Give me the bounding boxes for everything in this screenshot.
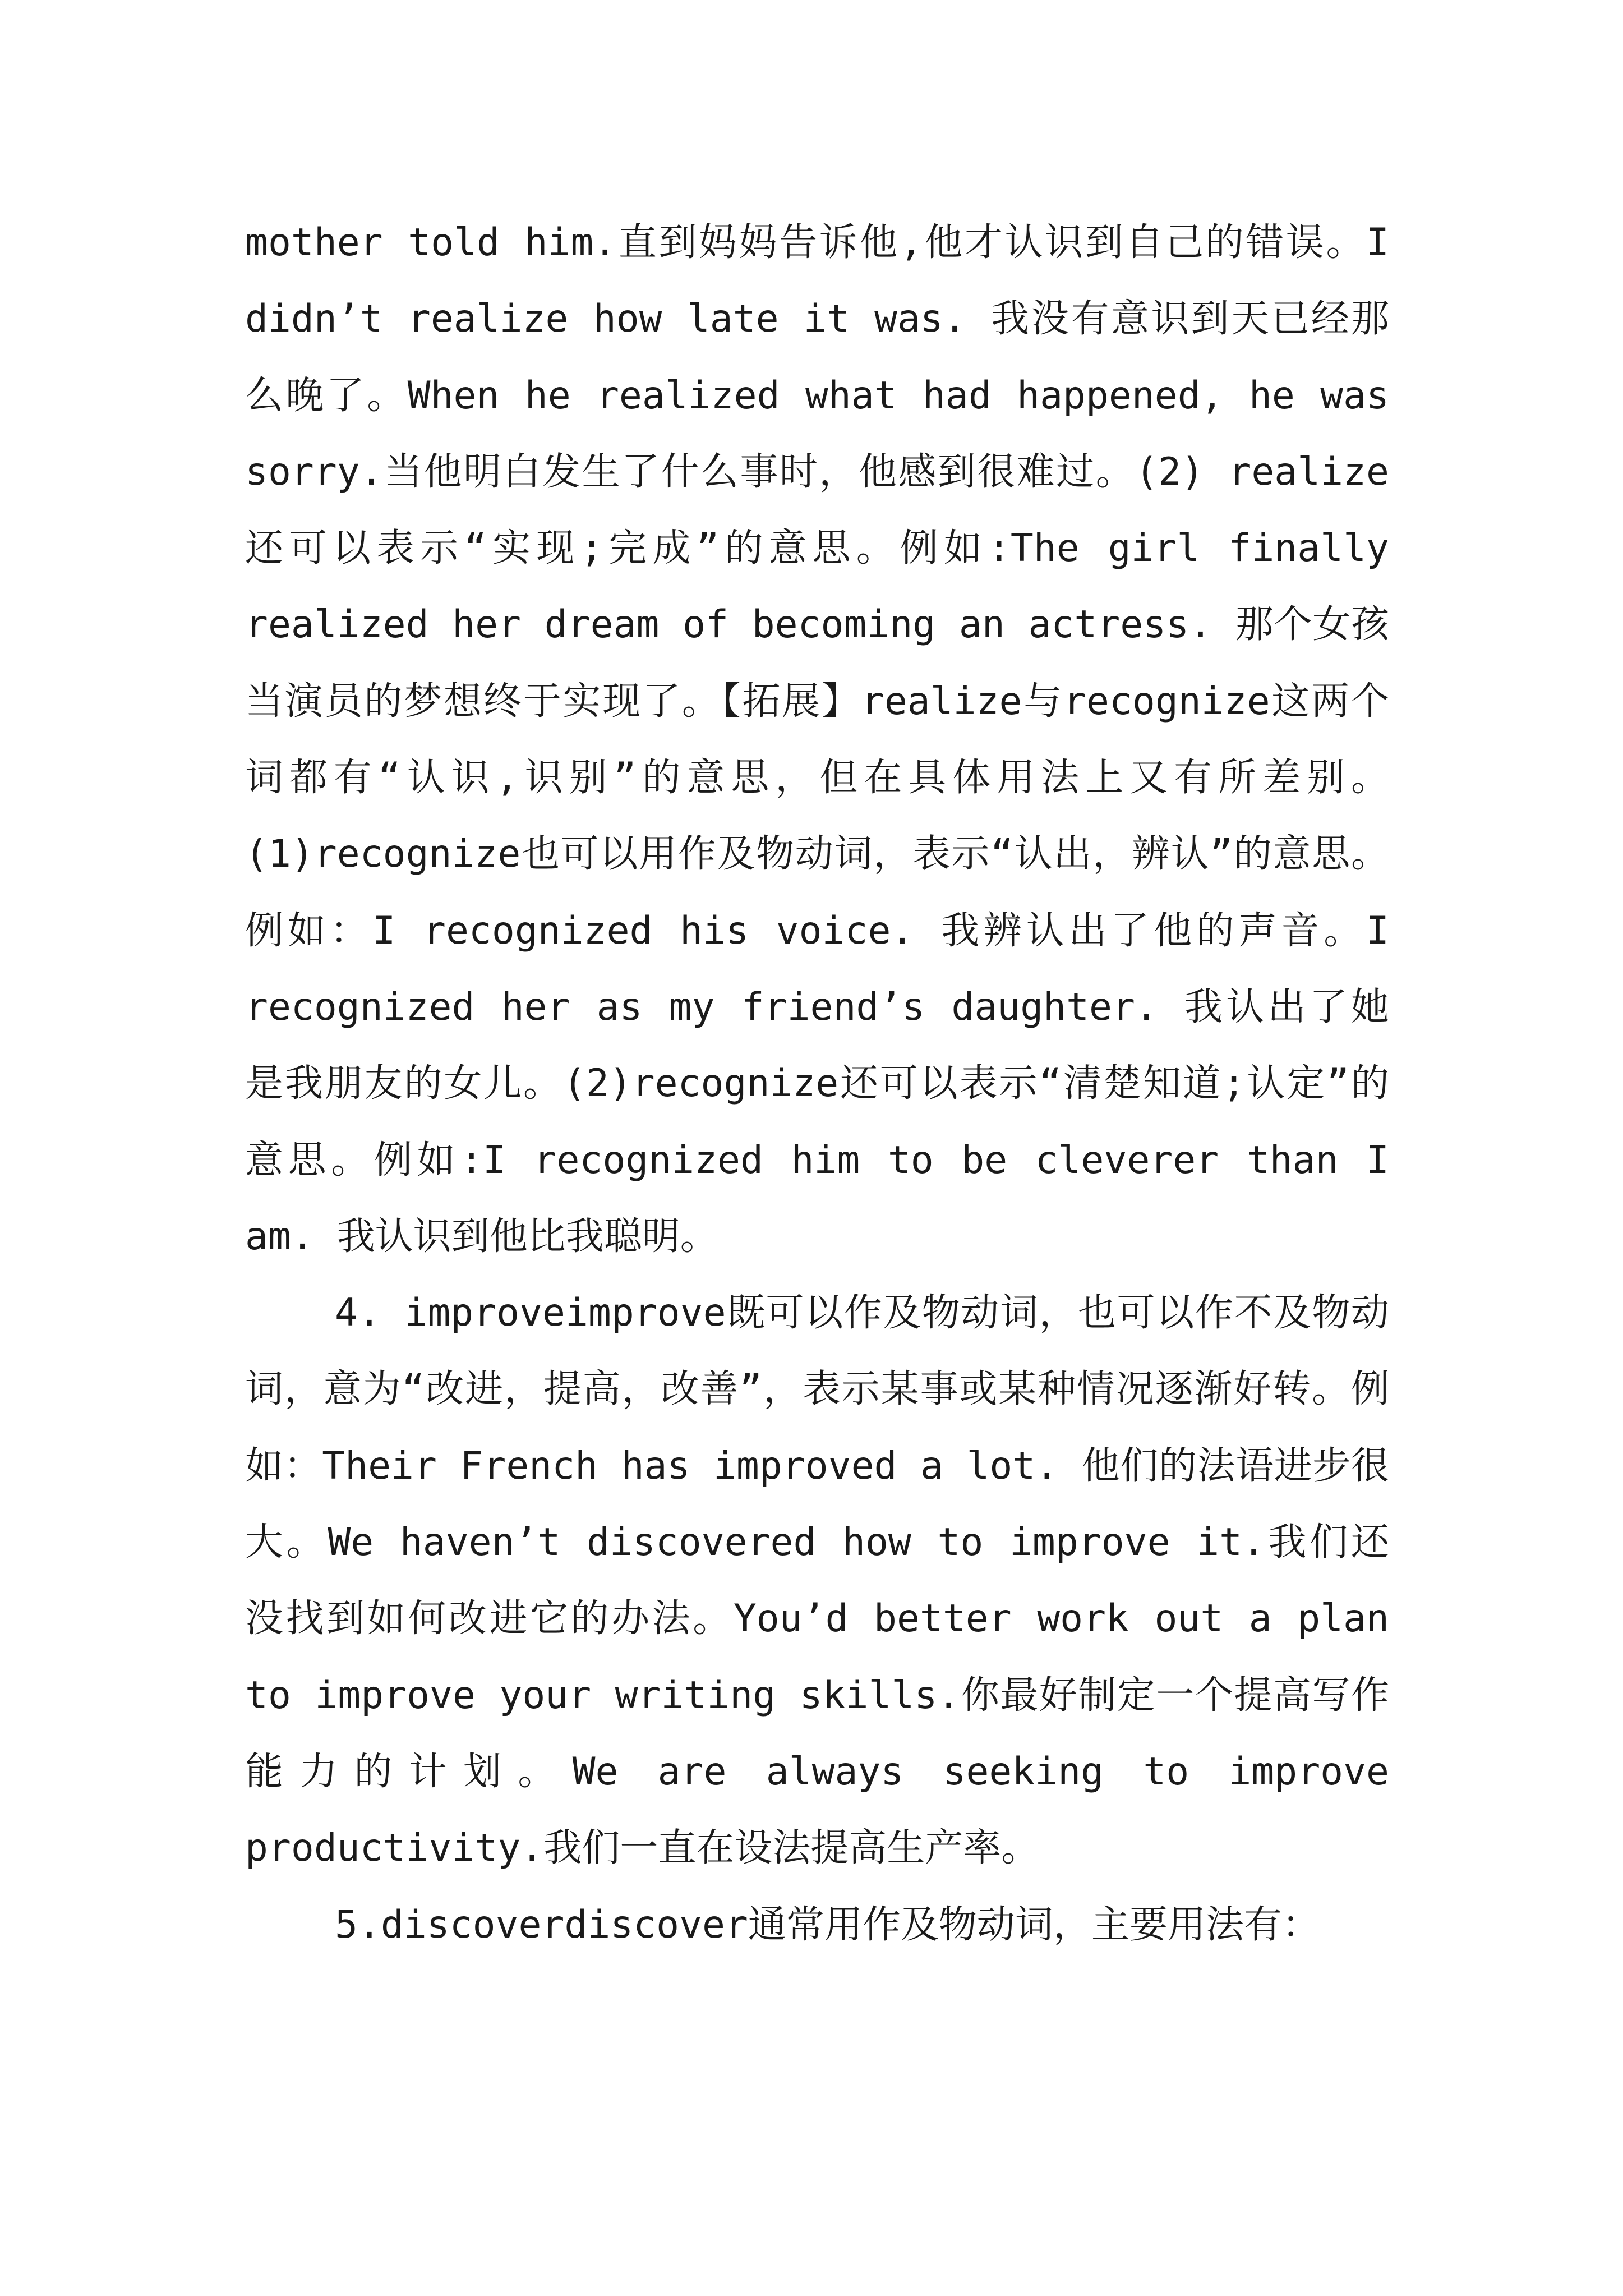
document-body	[245, 205, 1389, 1963]
paragraph-realize-recognize: mother told him.直到妈妈告诉他,他才认识到自己的错误。I didn’t realize how late it was. 我没有意识到天已经那么晚了。When he realized what had happened, he was sorry.当他明白发生了什么事时，他感到很难过。(2) realize还可以表示“实现;完成”的意思。例如:The girl finally realized her dream of becoming an actress. 那个女孩当演员的梦想终于实现了。【拓展】realize与recognize这两个词都有“认识,识别”的意思，但在具体用法上又有所差别。(1)recognize也可以用作及物动词，表示“认出，辨认”的意思。例如：I recognized his voice. 我辨认出了他的声音。I recognized her as my friend’s daughter. 我认出了她是我朋友的女儿。(2)recognize还可以表示“清楚知道;认定”的意思。例如:I recognized him to be cleverer than I am. 我认识到他比我聪明。	[245, 220, 1389, 1259]
paragraph-improve: 4. improveimprove既可以作及物动词，也可以作不及物动词，意为“改进，提高，改善”，表示某事或某种情况逐渐好转。例如：Their French has improved a lot. 他们的法语进步很大。We haven’t discovered how to improve it.我们还没找到如何改进它的办法。You’d better work out a plan to improve your writing skills.你最好制定一个提高写作能力的计划。We are always seeking to improve productivity.我们一直在设法提高生产率。	[245, 1291, 1389, 1871]
paragraph-discover: 5.discoverdiscover通常用作及物动词，主要用法有：	[335, 1902, 1320, 1947]
